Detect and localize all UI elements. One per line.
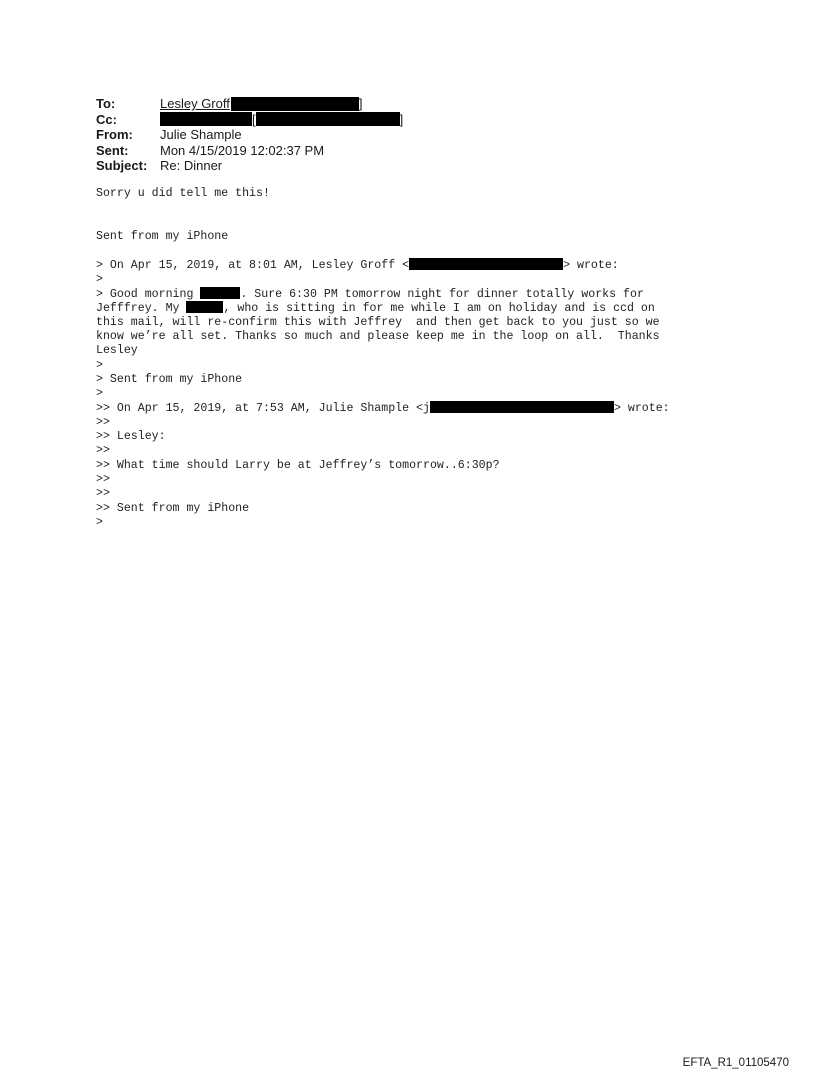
to-value [160, 96, 362, 112]
quoted-line: > [96, 515, 103, 529]
to-name: Lesley Groff [160, 96, 230, 111]
quoted-line: > [96, 358, 103, 372]
blank-line [96, 201, 736, 215]
redaction-block [256, 112, 400, 126]
quoted-line: >> Lesley: [96, 430, 166, 444]
redaction-block [231, 97, 359, 111]
quoted-line: >> [96, 487, 110, 501]
quoted-line: >> Sent from my iPhone [96, 501, 250, 515]
quoted-line [96, 258, 736, 272]
cc-value [160, 112, 403, 128]
redaction-block [430, 401, 614, 413]
email-header [96, 96, 403, 174]
bracket: ] [399, 111, 404, 127]
quoted-line [96, 401, 736, 415]
to-label: To: [96, 96, 116, 111]
quoted-line: > Sent from my iPhone [96, 372, 243, 386]
redaction-block [186, 301, 223, 313]
blank-line [96, 216, 736, 230]
redaction-block [200, 287, 240, 299]
bracket: ] [358, 96, 363, 111]
quote-header-text: >> On Apr 15, 2019, at 7:53 AM, Julie Shample <j [96, 402, 430, 416]
from-value: Julie Shample [160, 127, 242, 142]
from-row [96, 127, 403, 143]
blank-line [96, 244, 736, 258]
redaction-block [409, 258, 563, 270]
quoted-text: . Sure 6:30 PM tomorrow night for dinner totally works for [240, 288, 644, 302]
quote-header-text: > On Apr 15, 2019, at 8:01 AM, Lesley Groff < [96, 259, 410, 273]
body-line: Sorry u did tell me this! [96, 187, 270, 200]
quoted-text: , who is sitting in for me while I am on holiday and is ccd on [223, 302, 655, 316]
quoted-line: >> [96, 444, 110, 458]
sent-value: Mon 4/15/2019 12:02:37 PM [160, 142, 325, 158]
redaction-block [160, 112, 252, 126]
subject-value: Re: Dinner [160, 158, 223, 173]
quoted-line: > [96, 272, 103, 286]
quoted-line: >> [96, 415, 110, 429]
subject-label: Subject: [96, 158, 148, 173]
quoted-line: >> [96, 472, 110, 486]
body-line: Sent from my iPhone [96, 229, 229, 243]
sent-label: Sent: [96, 142, 129, 158]
quote-header-suffix: > wrote: [613, 402, 670, 416]
quoted-line [96, 301, 736, 315]
to-row [96, 96, 403, 112]
email-body [96, 187, 736, 530]
bracket: [ [252, 111, 256, 127]
quoted-line: Lesley [96, 344, 138, 358]
cc-row [96, 112, 403, 128]
quoted-line: > [96, 387, 103, 401]
from-label: From: [96, 127, 133, 142]
quote-header-suffix: > wrote: [563, 259, 619, 273]
quoted-line [96, 287, 736, 301]
sent-row [96, 143, 403, 159]
quoted-line: this mail, will re-confirm this with Jeffrey and then get back to you just so we [96, 315, 660, 329]
document-id: EFTA_R1_01105470 [682, 1057, 789, 1069]
quoted-text: > Good morning [96, 288, 201, 302]
cc-label: Cc: [96, 111, 117, 127]
quoted-line: know we’re all set. Thanks so much and please keep me in the loop on all. Thanks [96, 329, 660, 343]
quoted-line: >> What time should Larry be at Jeffrey’s tomorrow..6:30p? [96, 458, 500, 472]
quoted-text: Jefffrey. My [96, 302, 187, 316]
subject-row [96, 158, 403, 174]
